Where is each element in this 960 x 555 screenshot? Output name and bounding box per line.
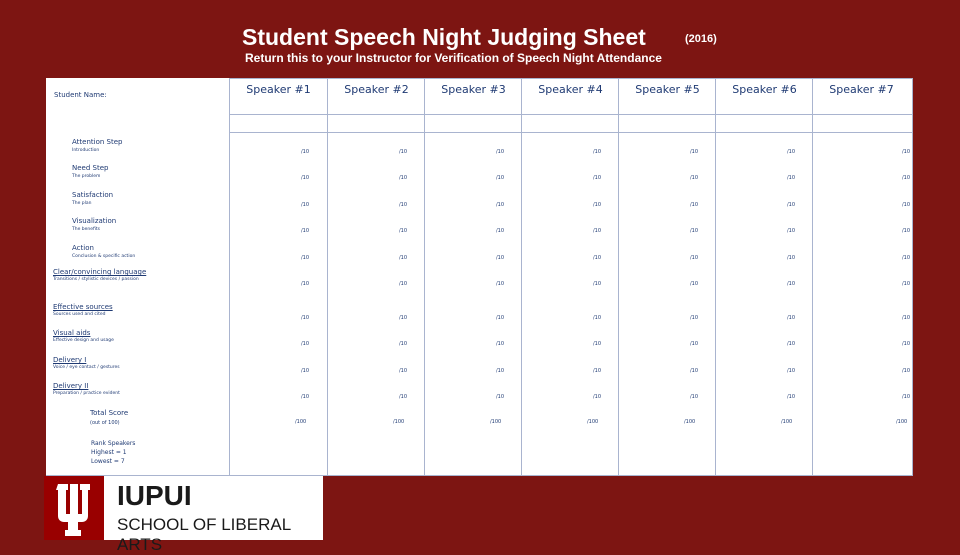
criterion-title: Visualization: [72, 217, 117, 225]
score-cell[interactable]: /10: [399, 368, 408, 374]
logo-school: SCHOOL OF LIBERAL ARTS: [117, 515, 291, 554]
score-cell[interactable]: /10: [593, 394, 602, 400]
score-cell[interactable]: /10: [301, 255, 310, 261]
grid-line-vertical: [618, 78, 619, 476]
score-cell[interactable]: /10: [593, 368, 602, 374]
score-cell[interactable]: /10: [593, 149, 602, 155]
criterion-title: Clear/convincing language: [53, 268, 147, 276]
score-cell[interactable]: /10: [496, 281, 505, 287]
score-cell[interactable]: /10: [301, 341, 310, 347]
criterion-description: Voice / eye contact / gestures: [53, 365, 120, 370]
score-cell[interactable]: /10: [593, 202, 602, 208]
score-cell[interactable]: /10: [593, 341, 602, 347]
score-cell[interactable]: /10: [690, 175, 699, 181]
grid-line-horizontal: [229, 78, 913, 79]
rank-line: Lowest = 7: [91, 458, 125, 465]
grid-line-horizontal: [229, 132, 913, 133]
criterion-row-label: [46, 138, 226, 153]
score-cell[interactable]: /10: [301, 149, 310, 155]
score-cell[interactable]: /10: [496, 228, 505, 234]
score-cell[interactable]: /10: [301, 368, 310, 374]
criterion-description: Effective design and usage: [53, 338, 114, 343]
trident-logo-icon: [44, 476, 104, 540]
score-cell[interactable]: /10: [593, 281, 602, 287]
criterion-description: Introduction: [72, 148, 100, 153]
total-score-title: Total Score: [90, 409, 129, 417]
criterion-title: Action: [72, 244, 94, 252]
criterion-row-label: [53, 268, 233, 282]
score-cell[interactable]: /10: [787, 175, 796, 181]
score-cell[interactable]: /10: [399, 315, 408, 321]
page-subtitle: Return this to your Instructor for Verification of Speech Night Attendance: [245, 51, 662, 65]
total-score-label: [90, 409, 128, 426]
score-cell[interactable]: /10: [593, 228, 602, 234]
student-name-label: Student Name:: [54, 91, 107, 99]
score-cell[interactable]: /10: [399, 149, 408, 155]
judging-sheet: [46, 78, 913, 476]
score-cell[interactable]: /10: [690, 149, 699, 155]
score-cell[interactable]: /10: [902, 368, 911, 374]
score-cell[interactable]: /10: [787, 228, 796, 234]
score-cell[interactable]: /10: [399, 255, 408, 261]
criterion-title: Delivery I: [53, 356, 87, 364]
score-cell[interactable]: /10: [399, 341, 408, 347]
grid-line-vertical: [715, 78, 716, 476]
score-cell[interactable]: /10: [902, 175, 911, 181]
grid-line-vertical: [424, 78, 425, 476]
score-cell[interactable]: /10: [787, 315, 796, 321]
score-cell[interactable]: /10: [593, 255, 602, 261]
score-cell[interactable]: /10: [787, 341, 796, 347]
grid-line-vertical: [327, 78, 328, 476]
score-cell[interactable]: /10: [399, 202, 408, 208]
criterion-row-label: [53, 356, 233, 370]
score-cell[interactable]: /10: [690, 281, 699, 287]
score-cell[interactable]: /10: [902, 341, 911, 347]
score-cell[interactable]: /10: [496, 368, 505, 374]
criterion-title: Need Step: [72, 164, 109, 172]
criterion-row-label: [46, 191, 226, 206]
rank-line: Rank Speakers: [91, 440, 136, 447]
total-score-cell[interactable]: /100: [896, 419, 908, 425]
total-score-cell[interactable]: /100: [684, 419, 696, 425]
total-score-cell[interactable]: /100: [781, 419, 793, 425]
score-cell[interactable]: /10: [301, 228, 310, 234]
score-cell[interactable]: /10: [496, 149, 505, 155]
score-cell[interactable]: /10: [399, 394, 408, 400]
score-cell[interactable]: /10: [787, 202, 796, 208]
score-cell[interactable]: /10: [902, 255, 911, 261]
score-cell[interactable]: /10: [787, 255, 796, 261]
score-cell[interactable]: /10: [787, 394, 796, 400]
speaker-header: Speaker #7: [829, 83, 894, 96]
speaker-header: Speaker #2: [344, 83, 409, 96]
criterion-description: Transitions / stylistic devices / passion: [53, 277, 139, 282]
criterion-row-label: [53, 303, 233, 317]
criterion-title: Delivery II: [53, 382, 89, 390]
score-cell[interactable]: /10: [690, 394, 699, 400]
score-cell[interactable]: /10: [496, 315, 505, 321]
criterion-title: Visual aids: [53, 329, 91, 337]
total-score-cell[interactable]: /100: [587, 419, 599, 425]
score-cell[interactable]: /10: [301, 394, 310, 400]
score-cell[interactable]: /10: [902, 394, 911, 400]
score-cell[interactable]: /10: [301, 281, 310, 287]
score-cell[interactable]: /10: [690, 228, 699, 234]
score-cell[interactable]: /10: [690, 341, 699, 347]
criterion-row-label: [53, 382, 233, 396]
score-cell[interactable]: /10: [787, 149, 796, 155]
criterion-description: Conclusion & specific action: [72, 254, 136, 259]
score-cell[interactable]: /10: [301, 175, 310, 181]
criterion-title: Attention Step: [72, 138, 123, 146]
criterion-row-label: [46, 217, 226, 232]
rank-speakers-note: [91, 439, 135, 466]
criterion-description: Preparation / practice evident: [53, 391, 120, 396]
grid-line-vertical: [812, 78, 813, 476]
score-cell[interactable]: /10: [690, 368, 699, 374]
rank-line: Highest = 1: [91, 449, 127, 456]
score-cell[interactable]: /10: [787, 368, 796, 374]
year-label: (2016): [685, 33, 717, 45]
score-cell[interactable]: /10: [593, 175, 602, 181]
score-cell[interactable]: /10: [301, 315, 310, 321]
score-cell[interactable]: /10: [301, 202, 310, 208]
score-cell[interactable]: /10: [690, 202, 699, 208]
logo-name: IUPUI: [117, 480, 192, 511]
score-cell[interactable]: /10: [496, 175, 505, 181]
score-cell[interactable]: /10: [902, 202, 911, 208]
speaker-header: Speaker #3: [441, 83, 506, 96]
total-score-cell[interactable]: /100: [490, 419, 502, 425]
criterion-row-label: [46, 244, 226, 259]
score-cell[interactable]: /10: [787, 281, 796, 287]
criterion-title: Satisfaction: [72, 191, 114, 199]
score-cell[interactable]: /10: [496, 341, 505, 347]
criterion-description: The plan: [72, 201, 92, 206]
speaker-header: Speaker #4: [538, 83, 603, 96]
score-cell[interactable]: /10: [902, 315, 911, 321]
score-cell[interactable]: /10: [902, 149, 911, 155]
iupui-logo: [44, 476, 323, 554]
speaker-header: Speaker #1: [246, 83, 311, 96]
criterion-description: The benefits: [72, 227, 100, 232]
criterion-row-label: [53, 329, 233, 343]
score-cell[interactable]: /10: [496, 255, 505, 261]
total-score-cell[interactable]: /100: [295, 419, 307, 425]
speaker-header: Speaker #6: [732, 83, 797, 96]
score-cell[interactable]: /10: [496, 394, 505, 400]
criterion-title: Effective sources: [53, 303, 113, 311]
speaker-header: Speaker #5: [635, 83, 700, 96]
total-score-note: (out of 100): [90, 420, 120, 426]
page-title: Student Speech Night Judging Sheet: [242, 24, 646, 50]
score-cell[interactable]: /10: [399, 175, 408, 181]
score-cell[interactable]: /10: [399, 281, 408, 287]
grid-line-vertical: [521, 78, 522, 476]
score-cell[interactable]: /10: [690, 315, 699, 321]
grid-line-horizontal: [229, 114, 913, 115]
total-score-cell[interactable]: /100: [393, 419, 405, 425]
score-cell[interactable]: /10: [399, 228, 408, 234]
criterion-row-label: [46, 164, 226, 179]
score-cell[interactable]: /10: [902, 281, 911, 287]
score-cell[interactable]: /10: [496, 202, 505, 208]
grid-line-vertical: [912, 78, 913, 476]
criterion-description: The problem: [72, 174, 101, 179]
criterion-description: Sources used and cited: [53, 312, 106, 317]
score-cell[interactable]: /10: [902, 228, 911, 234]
score-cell[interactable]: /10: [690, 255, 699, 261]
score-cell[interactable]: /10: [593, 315, 602, 321]
